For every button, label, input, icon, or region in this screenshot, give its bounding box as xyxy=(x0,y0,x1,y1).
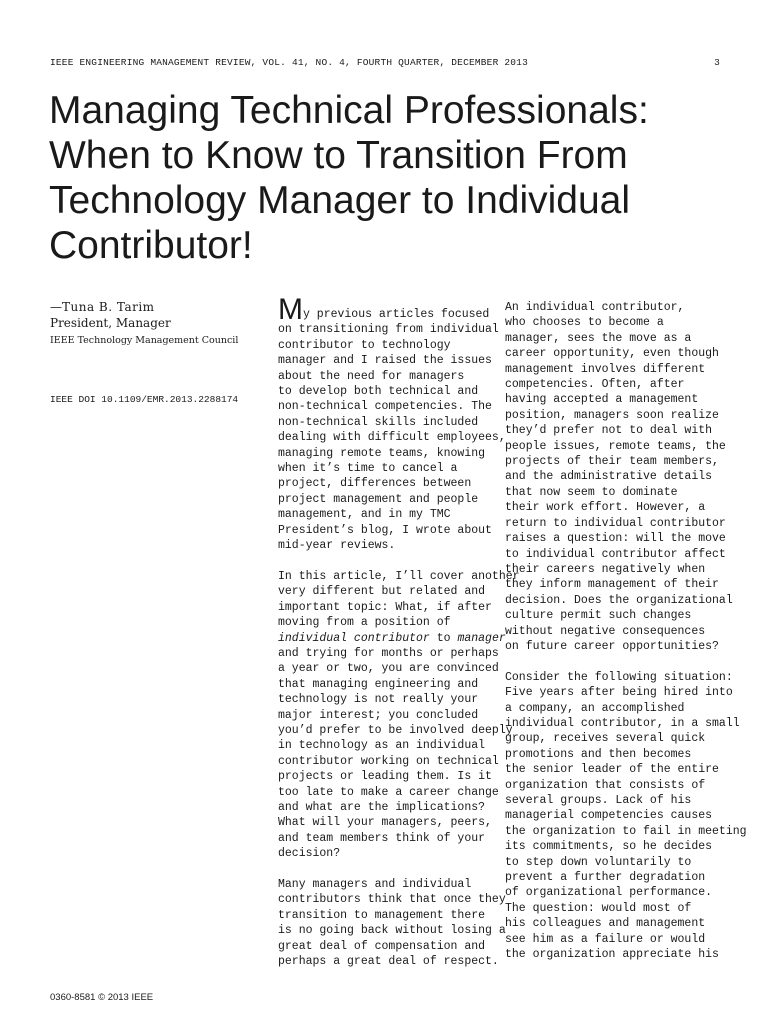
text-line: they inform management of their xyxy=(505,578,719,592)
text-line: non-technical competencies. The xyxy=(278,400,492,414)
text-line: major interest; you concluded xyxy=(278,708,479,722)
text-line: the organization to fail in meeting xyxy=(505,824,747,838)
text-line: raises a question: will the move xyxy=(505,532,726,546)
text-line: to develop both technical and xyxy=(278,385,479,399)
text-line: position, managers soon realize xyxy=(505,408,719,422)
text-line: President’s blog, I wrote about xyxy=(278,523,492,537)
text-line: that now seem to dominate xyxy=(505,485,678,499)
text-line: The question: would most of xyxy=(505,901,692,915)
text-line: contributor to technology xyxy=(278,338,451,352)
text-line: projects or leading them. Is it xyxy=(278,770,492,784)
text-line: too late to make a career change xyxy=(278,785,499,799)
text-line: great deal of compensation and xyxy=(278,939,486,953)
doi: IEEE DOI 10.1109/EMR.2013.2288174 xyxy=(50,394,239,405)
text-line: to step down voluntarily to xyxy=(505,855,692,869)
text-line: you’d prefer to be involved deeply xyxy=(278,723,513,737)
text-line: about the need for managers xyxy=(278,369,465,383)
body-column-1 xyxy=(278,293,520,969)
text-line: prevent a further degradation xyxy=(505,871,706,885)
title-line: Managing Technical Professionals: xyxy=(49,89,649,132)
text-line: transition to management there xyxy=(278,908,486,922)
text-line: group, receives several quick xyxy=(505,732,706,746)
text-line: on transitioning from individual xyxy=(278,323,499,337)
text-line: a year or two, you are convinced xyxy=(278,662,499,676)
text-line: the organization appreciate his xyxy=(505,948,719,962)
text-line: people issues, remote teams, the xyxy=(505,439,726,453)
text-line: In this article, I’ll cover another xyxy=(278,569,520,583)
first-line: My previous articles focused xyxy=(278,293,490,326)
text-line: its commitments, so he decides xyxy=(505,840,713,854)
body-column-2 xyxy=(505,300,747,962)
text-line: very different but related and xyxy=(278,585,486,599)
text-line: when it’s time to cancel a xyxy=(278,462,458,476)
author-organization: IEEE Technology Management Council xyxy=(50,335,239,346)
text-line: of organizational performance. xyxy=(505,886,713,900)
running-head xyxy=(50,57,720,68)
text-line: several groups. Lack of his xyxy=(505,793,692,807)
text-line: mid-year reviews. xyxy=(278,539,396,553)
drop-cap: M xyxy=(278,293,303,326)
text-line: moving from a position of xyxy=(278,616,451,630)
text-line: contributor working on technical xyxy=(278,754,499,768)
text-line: technology is not really your xyxy=(278,693,479,707)
text-line: Consider the following situation: xyxy=(505,670,733,684)
text-line: his colleagues and management xyxy=(505,917,706,931)
text-line: their work effort. However, a xyxy=(505,501,706,515)
title-line: When to Know to Transition From xyxy=(49,134,628,177)
text-line: Many managers and individual xyxy=(278,878,472,891)
text-line: managerial competencies causes xyxy=(505,809,713,823)
title-line: Contributor! xyxy=(49,224,253,267)
text-line: management involves different xyxy=(505,362,706,376)
text-line: culture permit such changes xyxy=(505,609,692,623)
text-line: and the administrative details xyxy=(505,470,713,484)
text-line: What will your managers, peers, xyxy=(278,816,492,830)
text-line: manager, sees the move as a xyxy=(505,331,692,345)
text-line: competencies. Often, after xyxy=(505,378,685,392)
journal-citation: IEEE ENGINEERING MANAGEMENT REVIEW, VOL. 41, NO. 4, FOURTH QUARTER, DECEMBER 2013 xyxy=(50,57,528,68)
text-line: and trying for months or perhaps xyxy=(278,646,499,660)
author-name-text: Tuna B. Tarim xyxy=(62,300,155,314)
copyright-footer: 0360-8581 © 2013 IEEE xyxy=(50,992,154,1003)
text-line: the senior leader of the entire xyxy=(505,763,719,777)
text-line: project, differences between xyxy=(278,477,472,491)
text-line: without negative consequences xyxy=(505,624,706,638)
text-line: Five years after being hired into xyxy=(505,686,733,700)
title-line: Technology Manager to Individual xyxy=(49,179,631,222)
text-line: project management and people xyxy=(278,492,479,506)
text-line: contributors think that once they xyxy=(278,893,506,907)
text-line: return to individual contributor xyxy=(505,516,726,530)
text-line: that managing engineering and xyxy=(278,677,479,691)
text-line: promotions and then becomes xyxy=(505,747,692,761)
page-number: 3 xyxy=(714,57,720,68)
text-line: decision? xyxy=(278,847,341,861)
text-line: perhaps a great deal of respect. xyxy=(278,955,499,969)
text-line: managing remote teams, knowing xyxy=(278,446,486,460)
author-block xyxy=(50,299,265,348)
text-line: individual contributor, in a small xyxy=(505,716,740,730)
text-line: on future career opportunities? xyxy=(505,639,719,653)
article-title xyxy=(49,88,739,268)
text-line: and team members think of your xyxy=(278,831,486,845)
text-line: important topic: What, if after xyxy=(278,600,492,614)
text-line: organization that consists of xyxy=(505,778,706,792)
text-line: see him as a failure or would xyxy=(505,932,706,946)
text-line: they’d prefer not to deal with xyxy=(505,424,713,438)
text-line: individual contributor to manager xyxy=(278,631,506,645)
text-line: management, and in my TMC xyxy=(278,508,451,522)
text-line: a company, an accomplished xyxy=(505,701,685,715)
text-line: An individual contributor, xyxy=(505,301,685,314)
text-line: and what are the implications? xyxy=(278,800,486,814)
text-line: decision. Does the organizational xyxy=(505,593,733,607)
text-line: non-technical skills included xyxy=(278,415,479,429)
text-line: projects of their team members, xyxy=(505,455,719,469)
text-line: manager and I raised the issues xyxy=(278,354,492,368)
author-name: —Tuna B. Tarim xyxy=(50,300,155,314)
text-line: career opportunity, even though xyxy=(505,347,719,361)
author-role: President, Manager xyxy=(50,316,171,330)
text-line: who chooses to become a xyxy=(505,316,664,330)
text-line: dealing with difficult employees, xyxy=(278,431,506,445)
text-line: to individual contributor affect xyxy=(505,547,726,561)
text-line: is no going back without losing a xyxy=(278,924,506,938)
text-line: their careers negatively when xyxy=(505,562,706,576)
text-line: having accepted a management xyxy=(505,393,699,407)
text-line: in technology as an individual xyxy=(278,739,486,753)
